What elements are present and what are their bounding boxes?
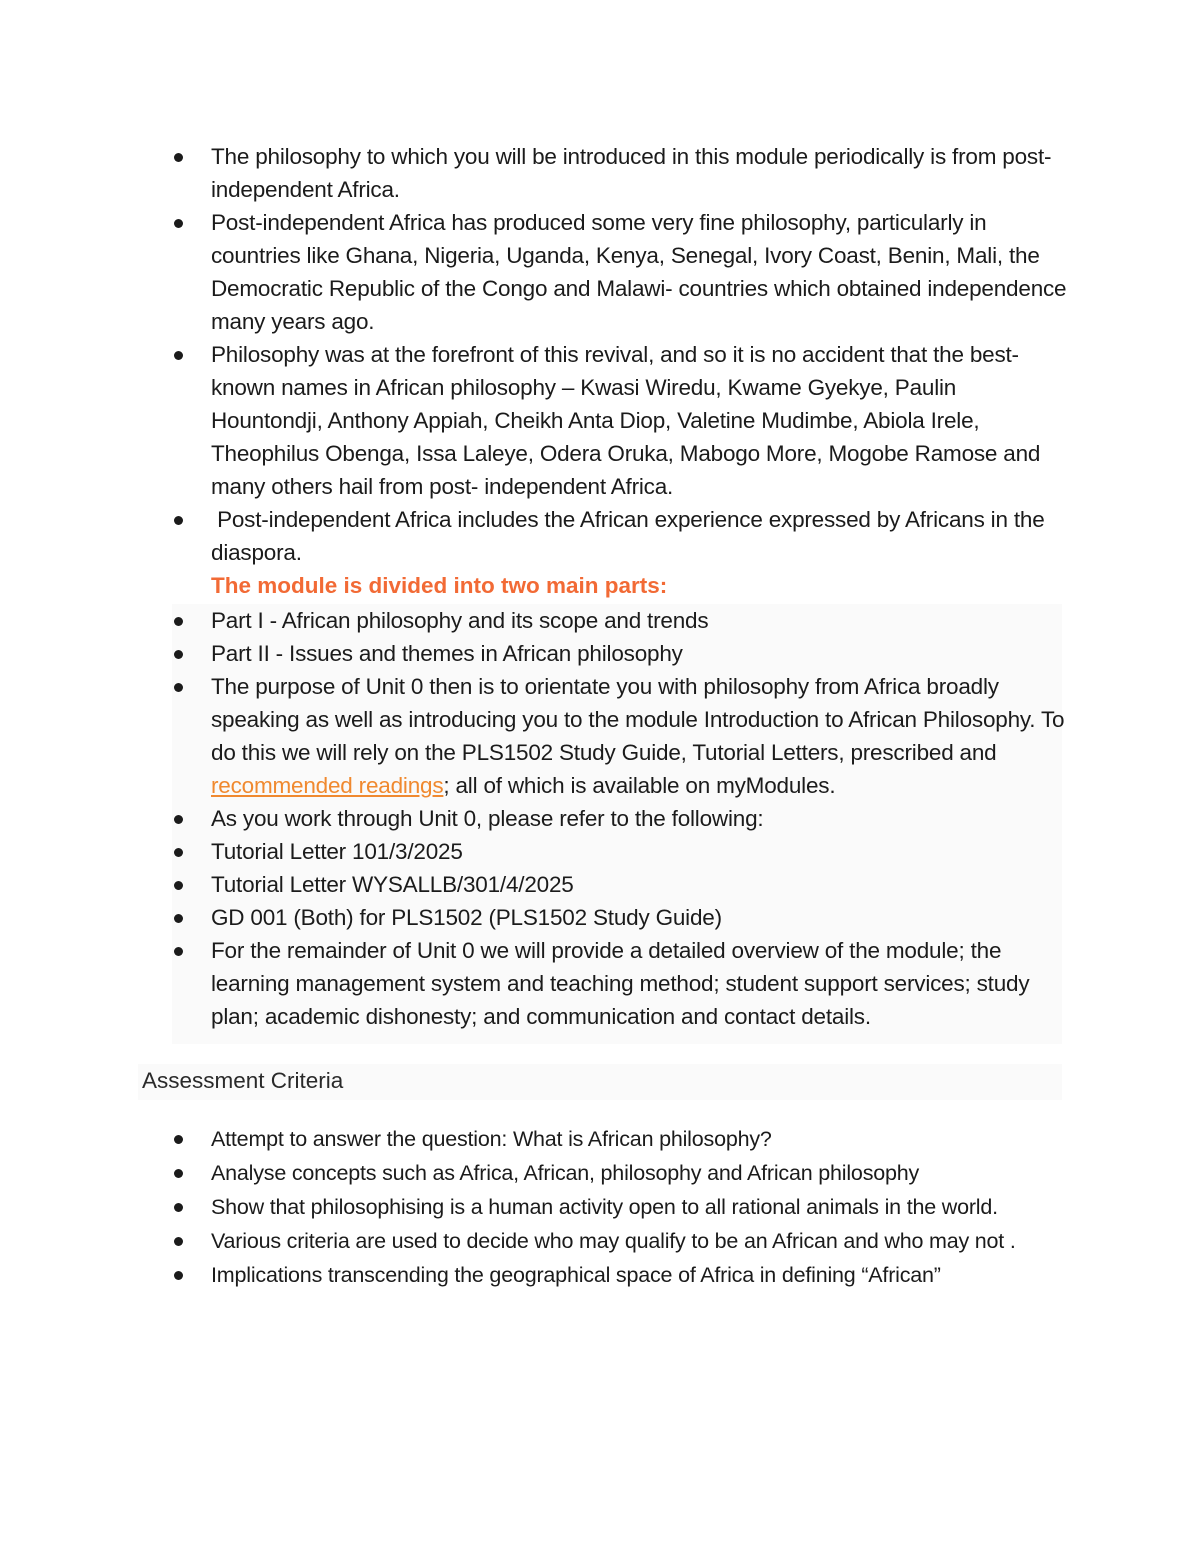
list-item: [0, 802, 1200, 835]
list-item: [0, 901, 1200, 934]
bullet-dot-icon: [174, 617, 183, 626]
bullet-dot-icon: [174, 1169, 183, 1178]
purpose-text-before-link: The purpose of Unit 0 then is to orientate you with philosophy from Africa broadly speaking as well as introducing you to the module Introduction to African Philosophy. To do this we will rely on the PLS1502 Study Guide, Tutorial Letters, prescribed and: [211, 674, 1065, 765]
bullet-dot-icon: [174, 219, 183, 228]
list-item-text: The philosophy to which you will be introduced in this module periodically is from post-independent Africa.: [211, 144, 1052, 202]
criteria-item-text: Attempt to answer the question: What is African philosophy?: [211, 1127, 772, 1151]
refer-text: As you work through Unit 0, please refer to the following:: [211, 806, 764, 831]
remainder-text: For the remainder of Unit 0 we will provide a detailed overview of the module; the learning management system and teaching method; student support services; study plan; academic dishonesty; and communication and contact details.: [211, 938, 1030, 1029]
bullet-dot-icon: [174, 914, 183, 923]
bullet-dot-icon: [174, 351, 183, 360]
bullet-dot-icon: [174, 516, 183, 525]
assessment-criteria-section: [0, 1122, 1200, 1292]
tutorial-letter-301-text: Tutorial Letter WYSALLB/301/4/2025: [211, 872, 574, 897]
list-item: [0, 1190, 1200, 1224]
criteria-item-text: Show that philosophising is a human activity open to all rational animals in the world.: [211, 1195, 998, 1219]
study-guide-text: GD 001 (Both) for PLS1502 (PLS1502 Study Guide): [211, 905, 722, 930]
recommended-readings-link[interactable]: recommended readings: [211, 773, 444, 798]
bullet-dot-icon: [174, 848, 183, 857]
list-item: [0, 1156, 1200, 1190]
criteria-item-text: Analyse concepts such as Africa, African, philosophy and African philosophy: [211, 1161, 920, 1185]
list-item: [0, 637, 1200, 670]
tutorial-letter-101-text: Tutorial Letter 101/3/2025: [211, 839, 463, 864]
list-item: [0, 338, 1200, 503]
bullet-dot-icon: [174, 1135, 183, 1144]
bullet-dot-icon: [174, 153, 183, 162]
parts-bullet-list: [0, 604, 1200, 1033]
part-two-text: Part II - Issues and themes in African philosophy: [211, 641, 683, 666]
bullet-dot-icon: [174, 1271, 183, 1280]
part-one-text: Part I - African philosophy and its scope and trends: [211, 608, 709, 633]
list-item: [0, 934, 1200, 1033]
intro-section: [0, 140, 1200, 602]
list-item: [0, 140, 1200, 206]
bullet-dot-icon: [174, 947, 183, 956]
list-item: [0, 206, 1200, 338]
list-item: [0, 503, 1200, 569]
bullet-dot-icon: [174, 650, 183, 659]
list-item: [0, 835, 1200, 868]
bullet-dot-icon: [174, 683, 183, 692]
module-parts-heading: The module is divided into two main parts:: [211, 573, 668, 598]
criteria-bullet-list: [0, 1122, 1200, 1292]
intro-bullet-list: [0, 140, 1200, 569]
list-item-text: Philosophy was at the forefront of this revival, and so it is no accident that the best-known names in African philosophy – Kwasi Wiredu, Kwame Gyekye, Paulin Hountondji, Anthony Appiah, Cheikh Anta Diop, Valetine Mudimbe, Abiola Irele, Theophilus Obenga, Issa Laleye, Odera Oruka, Mabogo More, Mogobe Ramose and many others hail from post- independent Africa.: [211, 342, 1041, 499]
list-item: [0, 868, 1200, 901]
list-item: [0, 1122, 1200, 1156]
list-item: [0, 1258, 1200, 1292]
criteria-item-text: Various criteria are used to decide who may qualify to be an African and who may not .: [211, 1229, 1016, 1253]
list-item: [0, 1224, 1200, 1258]
list-item-text: Post-independent Africa has produced some very fine philosophy, particularly in countries like Ghana, Nigeria, Uganda, Kenya, Senegal, Ivory Coast, Benin, Mali, the Democratic Republic of the Congo and Malawi- countries which obtained independence many years ago.: [211, 210, 1067, 334]
purpose-text-after-link: ; all of which is available on myModules.: [443, 773, 836, 798]
list-item: [0, 670, 1200, 802]
criteria-item-text: Implications transcending the geographical space of Africa in defining “African”: [211, 1263, 941, 1287]
bullet-dot-icon: [174, 1203, 183, 1212]
bullet-dot-icon: [174, 881, 183, 890]
bullet-dot-icon: [174, 815, 183, 824]
bullet-dot-icon: [174, 1237, 183, 1246]
list-item-text: Post-independent Africa includes the African experience expressed by Africans in the diaspora.: [211, 507, 1051, 565]
module-parts-section: [0, 604, 1200, 1033]
list-item: [0, 604, 1200, 637]
assessment-criteria-heading: Assessment Criteria: [142, 1068, 344, 1093]
